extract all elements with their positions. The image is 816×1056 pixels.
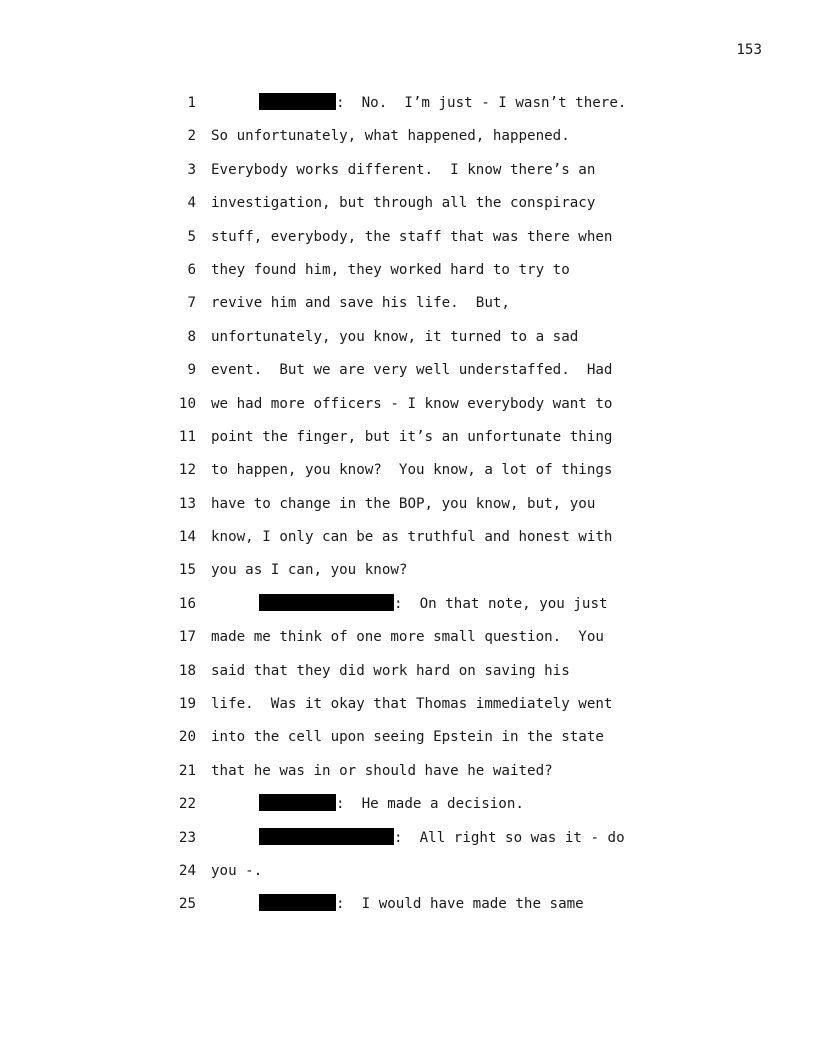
line-text-container: [211, 193, 595, 213]
line-text: : On that note, you just: [394, 595, 608, 612]
transcript-line: [0, 594, 816, 627]
line-text-container: [211, 126, 570, 146]
transcript-line: [0, 460, 816, 493]
page-number: 153: [736, 42, 762, 58]
line-text: know, I only can be as truthful and honest with: [211, 529, 613, 546]
line-text: event. But we are very well understaffed. Had: [211, 362, 613, 379]
transcript-line: [0, 293, 816, 326]
line-number: 11: [178, 428, 196, 445]
line-number: 25: [178, 896, 196, 913]
line-text-container: [211, 293, 510, 313]
line-number: 23: [178, 829, 196, 846]
line-text: point the finger, but it’s an unfortunate thing: [211, 428, 613, 445]
line-text-container: [211, 93, 626, 113]
transcript-line: [0, 494, 816, 527]
line-number: 1: [187, 95, 196, 111]
transcript-line: [0, 694, 816, 727]
line-text: revive him and save his life. But,: [211, 295, 510, 312]
line-number: 8: [187, 328, 196, 345]
line-text-container: [211, 260, 570, 280]
line-text: : All right so was it - do: [394, 829, 625, 846]
line-number: 19: [178, 696, 196, 713]
transcript-line: [0, 427, 816, 460]
line-text-container: [211, 327, 578, 347]
line-text-container: [211, 394, 612, 414]
transcript-line: [0, 560, 816, 593]
transcript-line: [0, 828, 816, 861]
line-text: they found him, they worked hard to try to: [211, 261, 570, 278]
line-text: said that they did work hard on saving his: [211, 662, 570, 679]
transcript-body: [0, 93, 816, 928]
line-text-container: [211, 427, 612, 447]
transcript-line: [0, 527, 816, 560]
transcript-line: [0, 193, 816, 226]
line-number: 7: [187, 295, 196, 312]
line-text-container: [211, 360, 612, 380]
line-text-container: [211, 794, 524, 814]
line-text: made me think of one more small question. You: [211, 629, 604, 646]
line-number: 16: [178, 595, 196, 612]
transcript-line: [0, 661, 816, 694]
line-number: 10: [178, 395, 196, 412]
redacted-speaker-name: [259, 794, 336, 811]
line-number: 6: [187, 261, 196, 278]
line-text: unfortunately, you know, it turned to a sad: [211, 328, 579, 345]
transcript-line: [0, 861, 816, 894]
line-number: 9: [187, 362, 196, 379]
line-text: we had more officers - I know everybody want to: [211, 395, 613, 412]
line-text-container: [211, 761, 553, 781]
line-text: : I would have made the same: [336, 896, 584, 913]
transcript-line: [0, 360, 816, 393]
line-number: 15: [178, 562, 196, 579]
line-number: 18: [178, 662, 196, 679]
line-number: 5: [187, 228, 196, 245]
line-text: investigation, but through all the conspiracy: [211, 195, 596, 212]
line-number: 2: [187, 128, 196, 145]
line-text-container: [211, 594, 608, 614]
line-text-container: [211, 828, 625, 848]
transcript-line: [0, 761, 816, 794]
transcript-line: [0, 894, 816, 927]
line-text: : He made a decision.: [336, 796, 524, 813]
transcript-line: [0, 160, 816, 193]
line-text: Everybody works different. I know there’s an: [211, 161, 596, 178]
line-text: stuff, everybody, the staff that was there when: [211, 228, 613, 245]
line-text-container: [211, 160, 595, 180]
transcript-line: [0, 93, 816, 126]
line-text-container: [211, 527, 612, 547]
redacted-speaker-name: [259, 93, 336, 110]
line-number: 17: [178, 629, 196, 646]
line-text: into the cell upon seeing Epstein in the state: [211, 729, 604, 746]
line-text: you as I can, you know?: [211, 562, 408, 579]
line-number: 3: [187, 161, 196, 178]
line-text-container: [211, 494, 595, 514]
line-number: 13: [178, 495, 196, 512]
transcript-line: [0, 227, 816, 260]
redacted-speaker-name: [259, 894, 336, 911]
line-number: 24: [178, 862, 196, 879]
transcript-line: [0, 327, 816, 360]
line-text-container: [211, 460, 612, 480]
line-text-container: [211, 727, 604, 747]
line-text-container: [211, 227, 612, 247]
line-text-container: [211, 694, 612, 714]
line-number: 4: [187, 195, 196, 212]
line-text-container: [211, 894, 584, 914]
transcript-line: [0, 260, 816, 293]
transcript-line: [0, 727, 816, 760]
line-text: to happen, you know? You know, a lot of things: [211, 462, 613, 479]
transcript-line: [0, 394, 816, 427]
line-number: 20: [178, 729, 196, 746]
line-text: So unfortunately, what happened, happened.: [211, 128, 570, 145]
line-text: you -.: [211, 862, 263, 879]
redacted-speaker-name: [259, 594, 394, 611]
line-number: 12: [178, 462, 196, 479]
line-text: life. Was it okay that Thomas immediately went: [211, 696, 613, 713]
line-text-container: [211, 627, 604, 647]
redacted-speaker-name: [259, 828, 394, 845]
transcript-line: [0, 126, 816, 159]
line-number: 14: [178, 529, 196, 546]
transcript-line: [0, 627, 816, 660]
line-text: : No. I’m just - I wasn’t there.: [336, 95, 627, 111]
transcript-line: [0, 794, 816, 827]
line-text: that he was in or should have he waited?: [211, 762, 553, 779]
line-text: have to change in the BOP, you know, but, you: [211, 495, 596, 512]
line-number: 22: [178, 796, 196, 813]
line-text-container: [211, 560, 407, 580]
line-text-container: [211, 661, 570, 681]
line-text-container: [211, 861, 262, 881]
line-number: 21: [178, 762, 196, 779]
